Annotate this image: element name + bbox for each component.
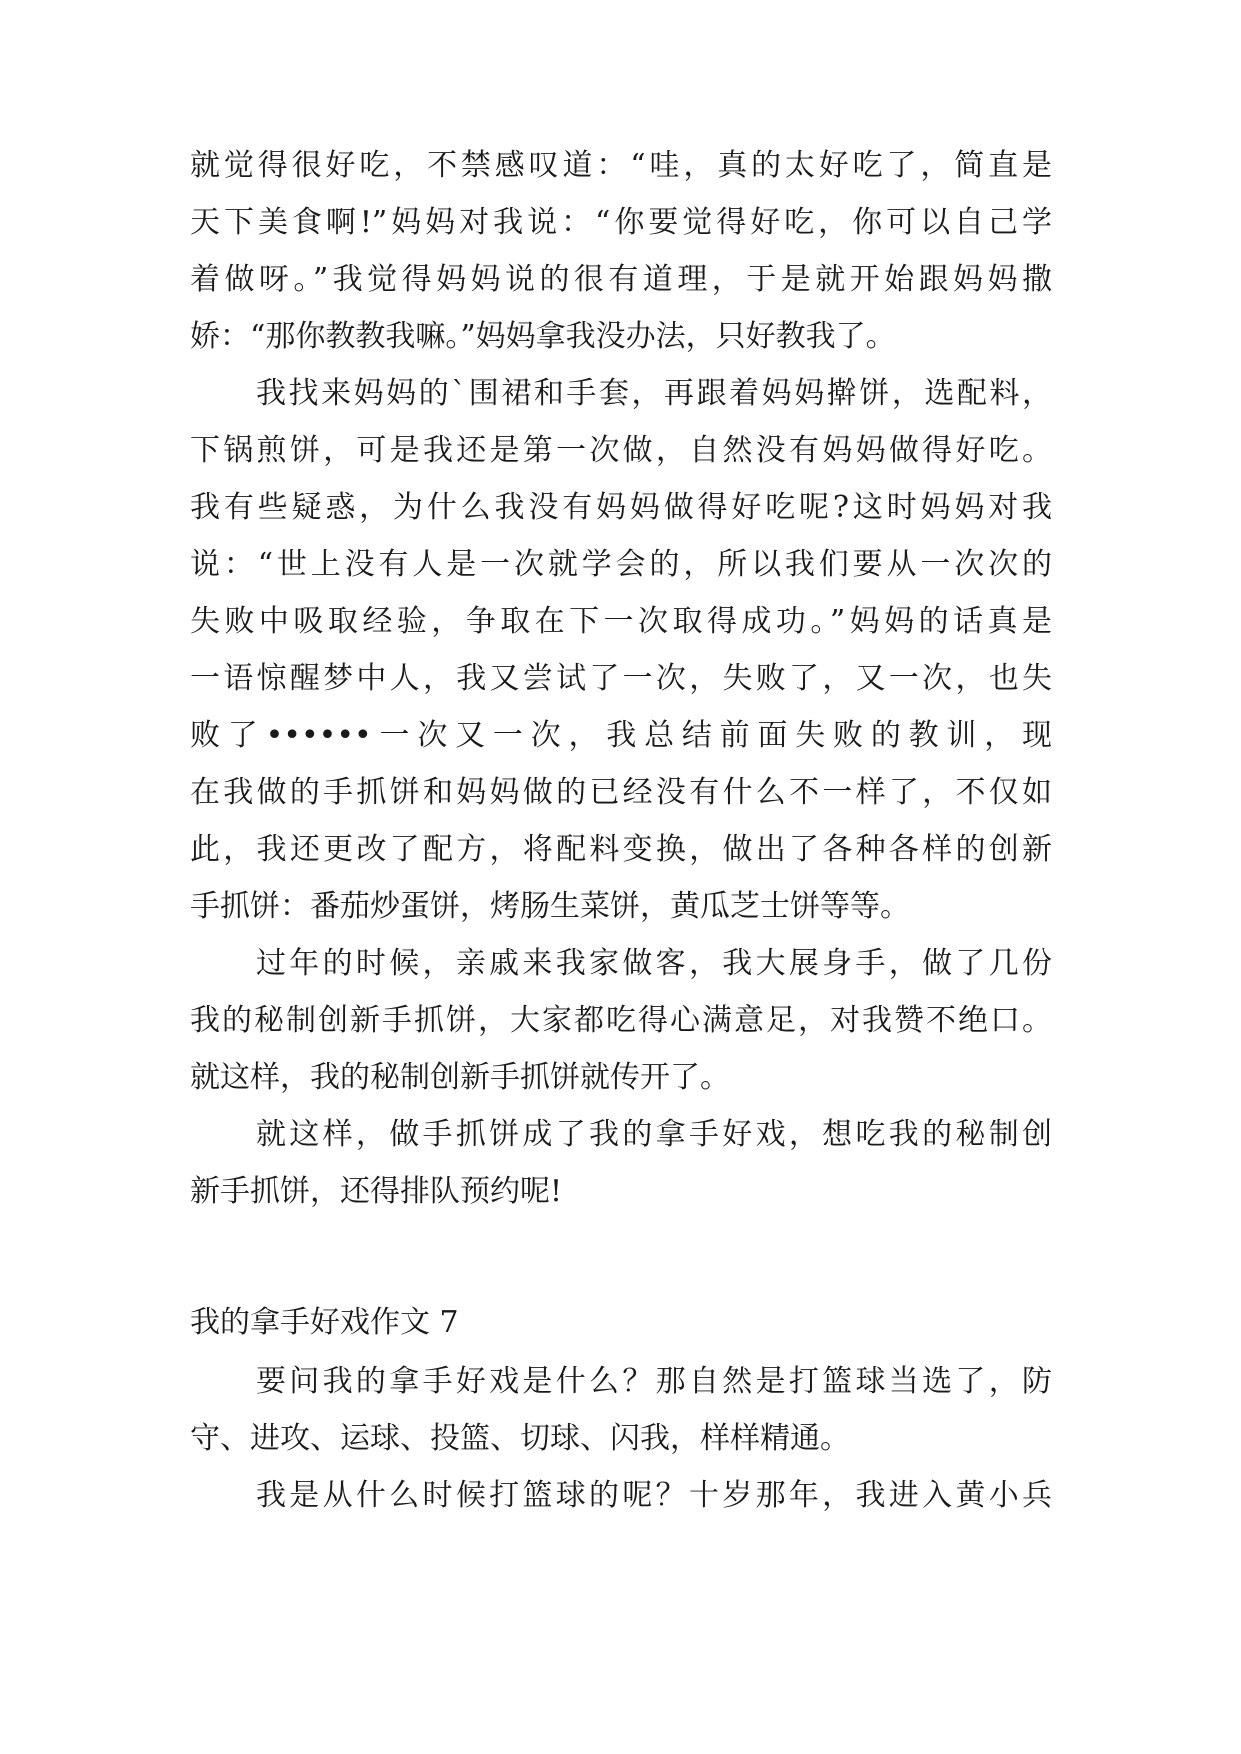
paragraph-line: 过年的时候，亲戚来我家做客，我大展身手，做了几份 — [256, 946, 1052, 981]
paragraph-line: 我的秘制创新手抓饼，大家都吃得心满意足，对我赞不绝口。 — [190, 1003, 1052, 1038]
paragraph-line: 娇：“那你教教我嘛。”妈妈拿我没办法，只好教我了。 — [190, 319, 896, 354]
paragraph-line: 在我做的手抓饼和妈妈做的已经没有什么不一样了，不仅如 — [190, 775, 1052, 810]
paragraph-line: 失败中吸取经验，争取在下一次取得成功。”妈妈的话真是 — [190, 604, 1052, 639]
paragraph-line: 此，我还更改了配方，将配料变换，做出了各种各样的创新 — [190, 832, 1052, 867]
paragraph-line: 我有些疑惑，为什么我没有妈妈做得好吃呢?这时妈妈对我 — [190, 490, 1052, 525]
paragraph-line: 下锅煎饼，可是我还是第一次做，自然没有妈妈做得好吃。 — [190, 433, 1052, 468]
paragraph-line: 着做呀。”我觉得妈妈说的很有道理，于是就开始跟妈妈撒 — [190, 262, 1052, 297]
paragraph-line: 就这样，做手抓饼成了我的拿手好戏，想吃我的秘制创 — [256, 1117, 1052, 1152]
paragraph-line: 我找来妈妈的`围裙和手套，再跟着妈妈擀饼，选配料， — [256, 376, 1052, 411]
paragraph-line: 就这样，我的秘制创新手抓饼就传开了。 — [190, 1060, 730, 1095]
paragraph-line: 一语惊醒梦中人，我又尝试了一次，失败了，又一次，也失 — [190, 661, 1052, 696]
paragraph-line: 天下美食啊!”妈妈对我说：“你要觉得好吃，你可以自己学 — [190, 205, 1052, 240]
paragraph-line: 要问我的拿手好戏是什么？那自然是打篮球当选了，防 — [256, 1364, 1052, 1399]
paragraph-line: 败了••••••一次又一次，我总结前面失败的教训，现 — [190, 718, 1052, 753]
paragraph-line: 守、进攻、运球、投篮、切球、闪我，样样精通。 — [190, 1421, 850, 1456]
paragraph-line: 就觉得很好吃，不禁感叹道：“哇，真的太好吃了，简直是 — [190, 148, 1052, 183]
paragraph-line: 新手抓饼，还得排队预约呢! — [190, 1174, 563, 1209]
section-heading: 我的拿手好戏作文 7 — [190, 1305, 459, 1340]
paragraph-line: 手抓饼：番茄炒蛋饼，烤肠生菜饼，黄瓜芝士饼等等。 — [190, 889, 910, 924]
paragraph-line: 我是从什么时候打篮球的呢？十岁那年，我进入黄小兵 — [256, 1478, 1052, 1513]
paragraph-line: 说：“世上没有人是一次就学会的，所以我们要从一次次的 — [190, 547, 1052, 582]
